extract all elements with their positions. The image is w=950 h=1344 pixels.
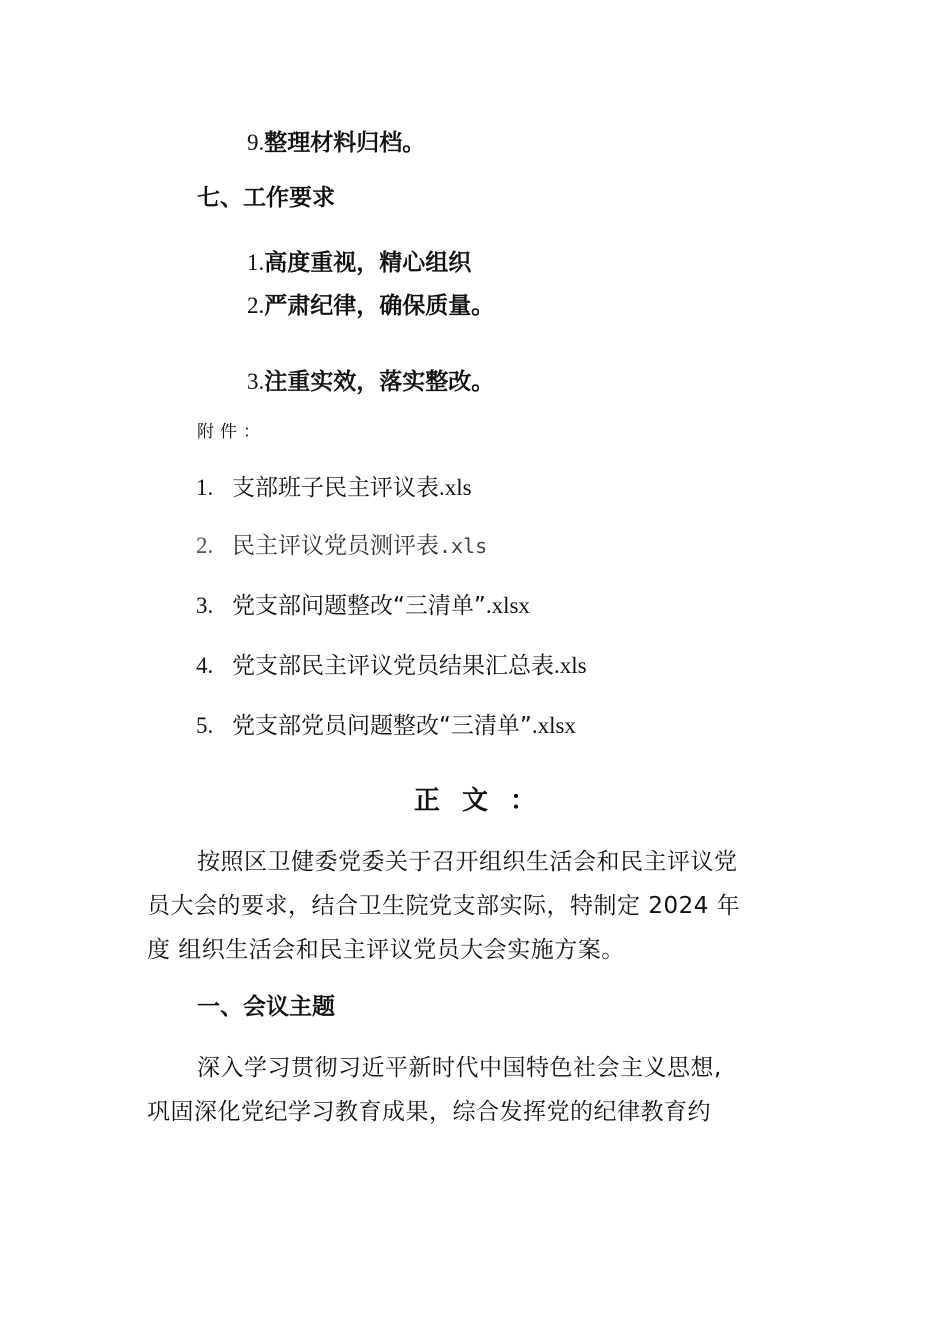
attachment-extension: .xls <box>439 534 488 558</box>
requirement-item-1 <box>247 251 471 275</box>
requirement-text: 严肃纪律，确保质量。 <box>264 293 495 319</box>
intro-line-3: 度 组织生活会和民主评议党员大会实施方案。 <box>147 937 625 963</box>
section-1-line-2: 巩固深化党纪学习教育成果，综合发挥党的纪律教育约 <box>147 1099 711 1125</box>
attachment-item-3[interactable] <box>196 594 530 618</box>
section-7-heading: 七、工作要求 <box>197 185 335 211</box>
attachment-name: 党支部党员问题整改“三清单” <box>232 713 532 739</box>
intro-line-1: 按照区卫健委党委关于召开组织生活会和民主评议党 <box>197 849 738 875</box>
requirement-number: 1. <box>247 250 265 275</box>
attachment-number: 5. <box>196 713 214 738</box>
attachment-item-1[interactable] <box>196 476 472 500</box>
attachment-number: 1. <box>196 475 214 500</box>
section-1-line-1: 深入学习贯彻习近平新时代中国特色社会主义思想, <box>197 1055 722 1081</box>
attachment-number: 4. <box>196 653 214 678</box>
attachment-item-4[interactable] <box>196 654 587 678</box>
requirement-number: 2. <box>247 293 265 318</box>
requirement-item-3 <box>247 370 494 394</box>
step-item-9 <box>247 131 425 155</box>
section-1-heading: 一、会议主题 <box>197 994 335 1020</box>
attachment-name: 党支部问题整改“三清单” <box>232 593 486 619</box>
attachment-name: 支部班子民主评议表 <box>232 475 439 501</box>
attachment-number: 2. <box>196 533 214 558</box>
attachments-label: 附件： <box>197 422 266 442</box>
requirement-item-2 <box>247 294 494 318</box>
attachment-item-2[interactable] <box>196 534 487 558</box>
body-title: 正文： <box>413 786 558 816</box>
attachment-name: 党支部民主评议党员结果汇总表 <box>232 653 554 679</box>
requirement-text: 注重实效，落实整改。 <box>264 369 495 395</box>
step-text: 整理材料归档。 <box>264 130 426 156</box>
attachment-extension: .xls <box>554 653 587 678</box>
attachment-extension: .xlsx <box>531 713 576 738</box>
requirement-text: 高度重视，精心组织 <box>264 250 472 276</box>
requirement-number: 3. <box>247 369 265 394</box>
step-number: 9. <box>247 130 265 155</box>
attachment-extension: .xls <box>439 475 472 500</box>
attachment-item-5[interactable] <box>196 714 576 738</box>
attachment-name: 民主评议党员测评表 <box>232 533 439 559</box>
intro-line-2: 员大会的要求，结合卫生院党支部实际，特制定 2024 年 <box>147 893 741 919</box>
attachment-number: 3. <box>196 593 214 618</box>
attachment-extension: .xlsx <box>485 593 530 618</box>
